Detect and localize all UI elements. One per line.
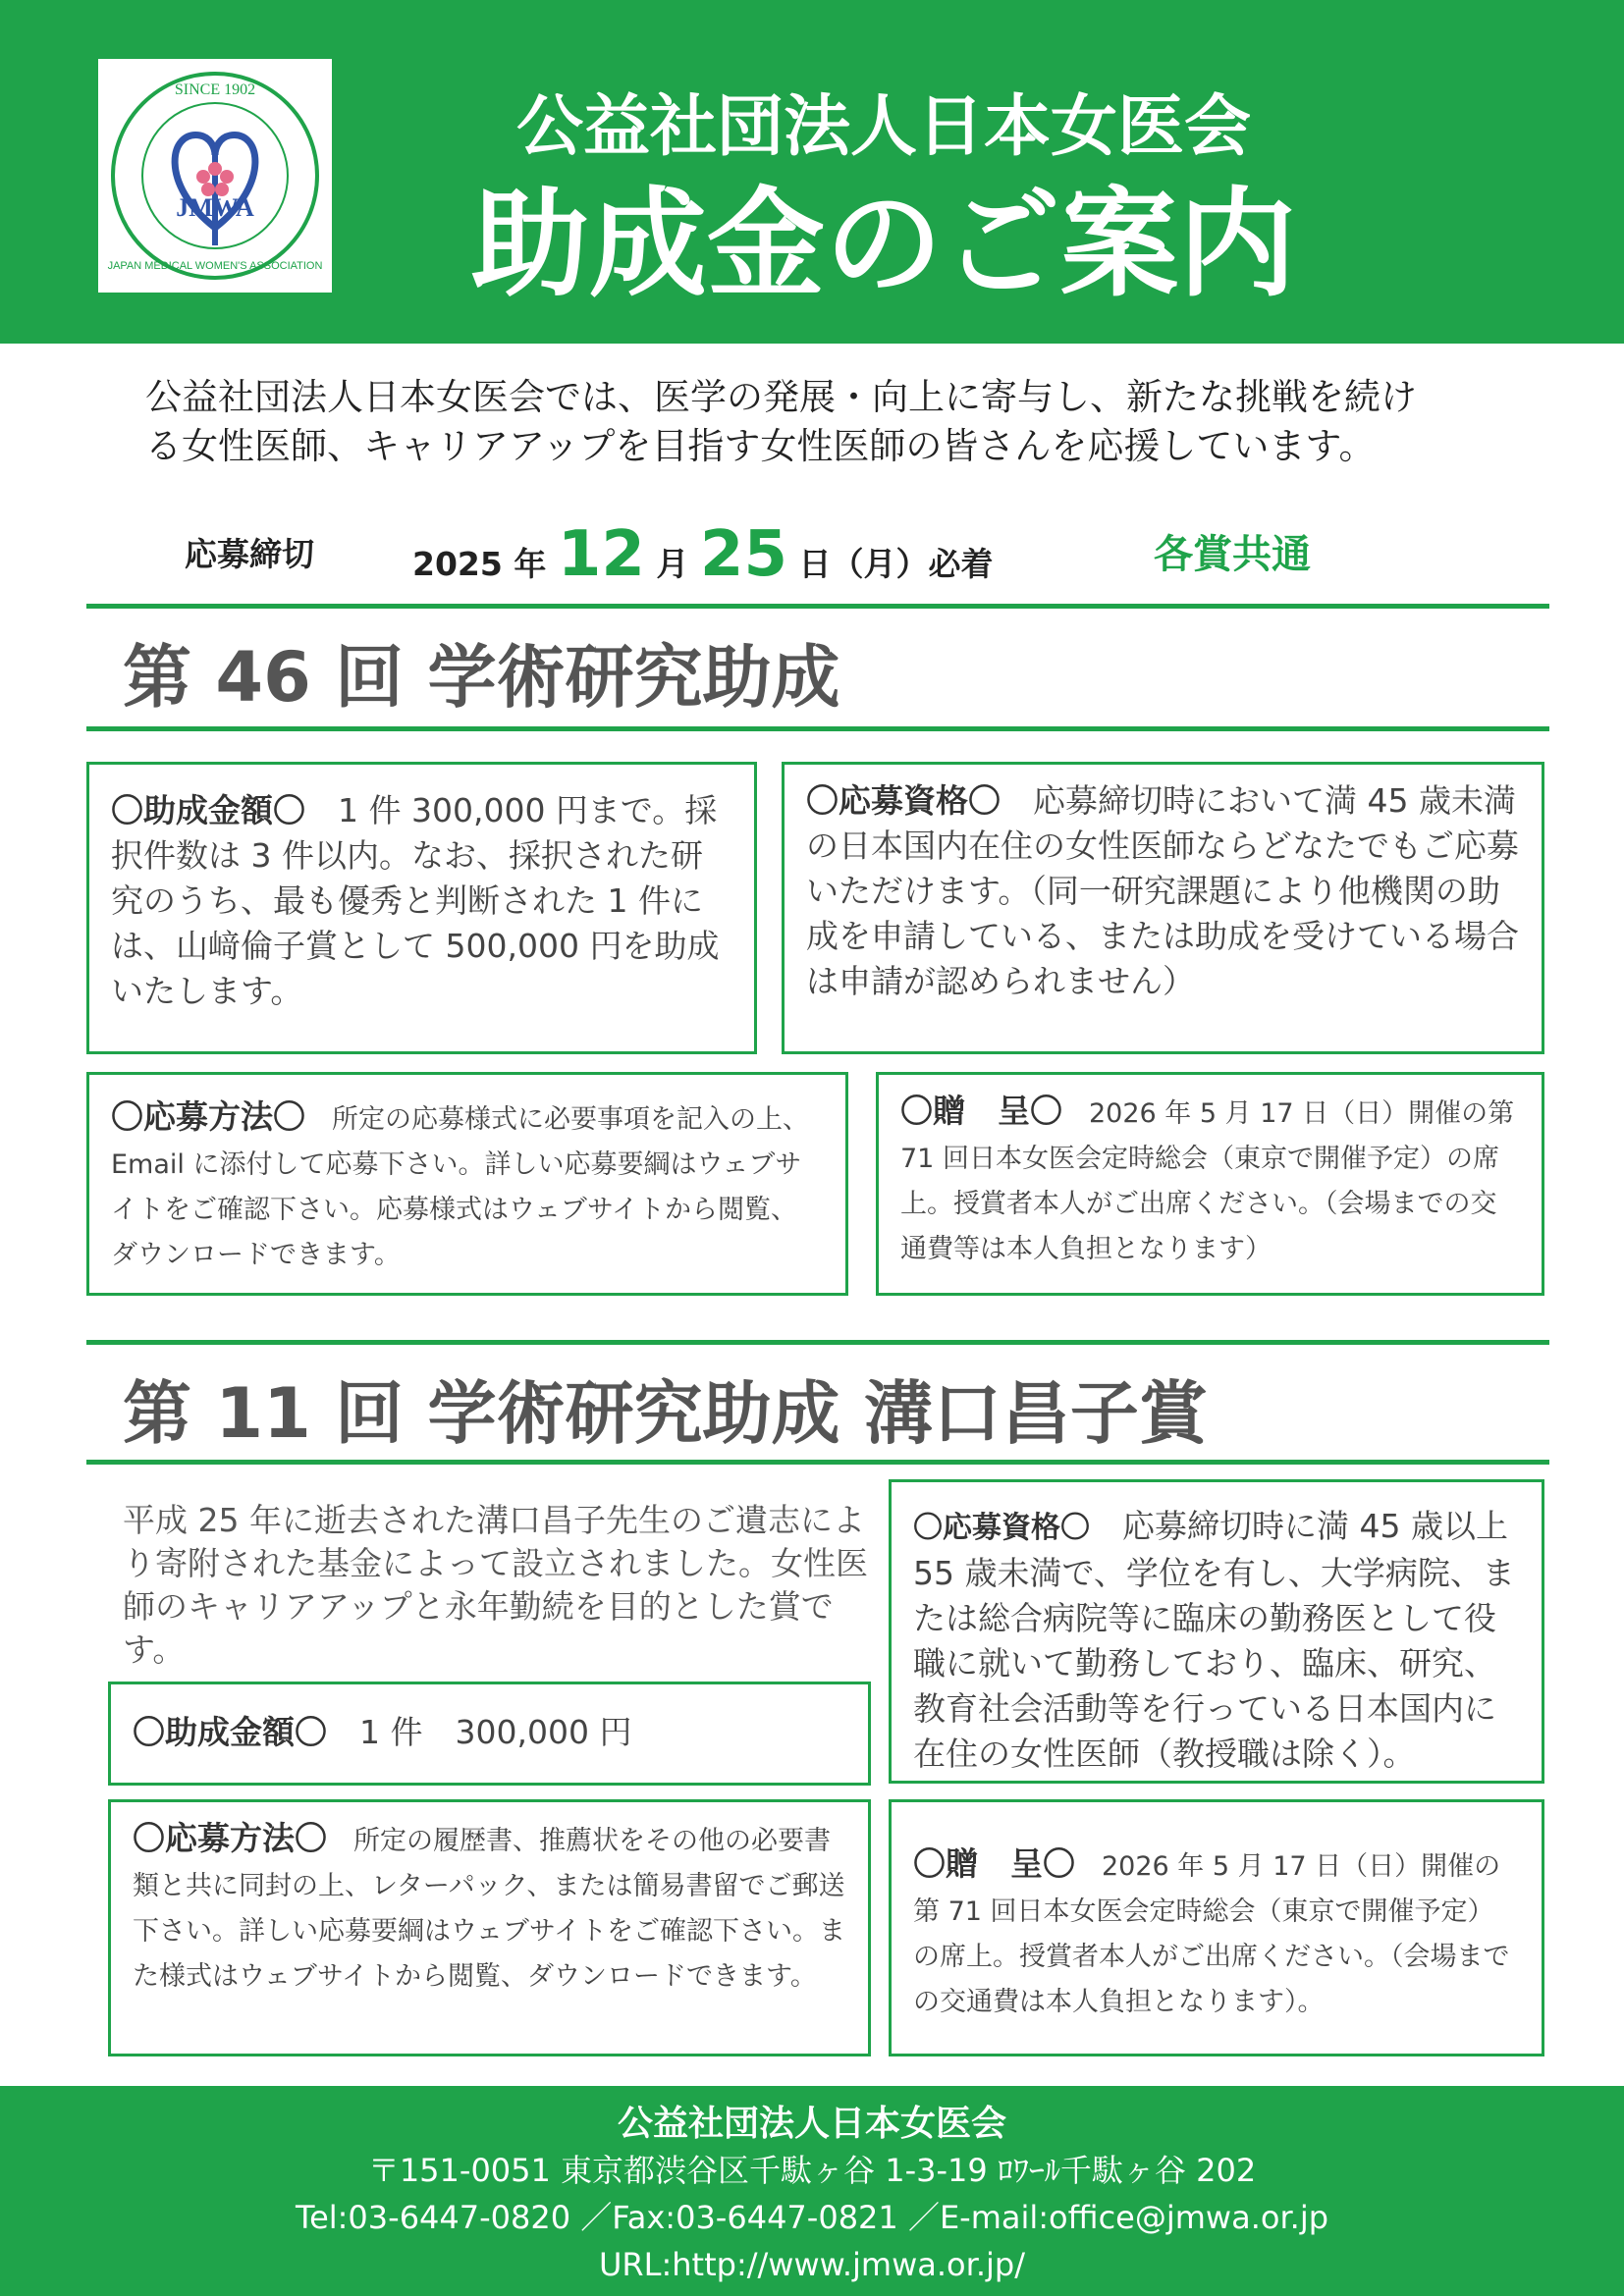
section1-award-box <box>876 1072 1544 1296</box>
section1-amount-text: 1 件 300,000 円まで。採択件数は 3 件以内。なお、採択された研究のうち、最も優秀と判断された 1 件には、山﨑倫子賞として 500,000 円を助成いたします。 <box>111 791 720 1010</box>
deadline-day-suffix: 日（月）必着 <box>798 545 994 583</box>
section2-title: 第 11 回 学術研究助成 溝口昌子賞 <box>123 1373 1208 1454</box>
section2-award-label: 〇贈 呈〇 <box>913 1844 1075 1883</box>
section2-eligibility-label: 〇応募資格〇 <box>913 1511 1090 1545</box>
intro-line-2: る女性医師、キャリアアップを目指す女性医師の皆さんを応援しています。 <box>145 425 1376 467</box>
section1-eligibility-label: 〇応募資格〇 <box>806 781 1001 820</box>
section1-method-box <box>86 1072 848 1296</box>
logo-emblem <box>98 59 332 293</box>
footer-url-link[interactable]: URL:http://www.jmwa.or.jp/ <box>598 2246 1025 2283</box>
section1-top-rule <box>86 604 1549 609</box>
section2-method-text: 所定の履歴書、推薦状をその他の必要書類と共に同封の上、レターパック、または簡易書留でご郵送下さい。詳しい応募要綱はウェブサイトをご確認下さい。また様式はウェブサイトから閲覧、ダウンロードできます。 <box>133 1826 846 1992</box>
footer <box>0 2086 1624 2296</box>
section1-method-label: 〇応募方法〇 <box>111 1097 305 1136</box>
logo-name-text: JAPAN MEDICAL WOMEN'S ASSOCIATION <box>107 260 323 272</box>
intro-line-1: 公益社団法人日本女医会では、医学の発展・向上に寄与し、新たな挑戦を続け <box>145 376 1417 418</box>
section2-amount-box <box>108 1682 871 1786</box>
section2-bottom-rule <box>86 1460 1549 1465</box>
section2-award-text: 2026 年 5 月 17 日（日）開催の第 71 回日本女医会定時総会（東京で開催予定）の席上。授賞者本人がご出席ください。（会場までの交通費は本人負担となります）。 <box>913 1851 1510 2017</box>
section1-award-label: 〇贈 呈〇 <box>900 1092 1062 1130</box>
footer-contact: Tel:03-6447-0820 ／Fax:03-6447-0821 ／E-mail:office@jmwa.or.jp <box>295 2199 1329 2236</box>
deadline-common-note: 各賞共通 <box>1154 532 1311 577</box>
deadline-day: 25 <box>699 518 787 591</box>
footer-org-name: 公益社団法人日本女医会 <box>617 2104 1006 2144</box>
header-org-name: 公益社団法人日本女医会 <box>515 88 1251 166</box>
section2-method-label: 〇応募方法〇 <box>133 1819 327 1857</box>
section1-title: 第 46 回 学術研究助成 <box>123 637 840 718</box>
section1-bottom-rule <box>86 726 1549 731</box>
deadline-date <box>412 518 994 594</box>
section2-award-box <box>889 1799 1544 2056</box>
deadline-label: 応募締切 <box>185 535 314 573</box>
logo-abbr-text: JMWA <box>176 193 254 222</box>
section2-top-rule <box>86 1340 1549 1345</box>
section2-eligibility-text: 応募締切時に満 45 歳以上 55 歳未満で、学位を有し、大学病院、または総合病院等に臨床の勤務医として役職に就いて勤務しており、臨床、研究、教育社会活動等を行っている日本国内に在住の女性医師（教授職は除く）。 <box>913 1507 1515 1773</box>
section1-method-text: 所定の応募様式に必要事項を記入の上、Email に添付して応募下さい。詳しい応募要綱はウェブサイトをご確認下さい。応募様式はウェブサイトから閲覧、ダウンロードできます。 <box>111 1104 809 1270</box>
section2-method-box <box>108 1799 871 2056</box>
section1-amount-label: 〇助成金額〇 <box>111 791 305 829</box>
logo-since-text: SINCE 1902 <box>174 81 256 98</box>
intro-text <box>145 373 1520 471</box>
section2-description: 平成 25 年に逝去された溝口昌子先生のご遺志により寄附された基金によって設立されました。女性医師のキャリアアップと永年勤続を目的とした賞です。 <box>123 1501 868 1669</box>
section2-amount-label: 〇助成金額〇 <box>133 1713 327 1751</box>
deadline-month-unit: 月 <box>656 545 689 583</box>
section2-amount-text: 1 件 300,000 円 <box>327 1713 632 1751</box>
section2-eligibility-box <box>889 1479 1544 1784</box>
section1-eligibility-text: 応募締切時において満 45 歳未満の日本国内在住の女性医師ならどなたでもご応募いただけます。（同一研究課題により他機関の助成を申請している、または助成を受けている場合は申請が認められません） <box>806 781 1519 1000</box>
deadline-year: 2025 <box>412 545 503 583</box>
section1-award-text: 2026 年 5 月 17 日（日）開催の第 71 回日本女医会定時総会（東京で開催予定）の席上。授賞者本人がご出席ください。（会場までの交通費等は本人負担となります） <box>900 1098 1515 1264</box>
section1-amount-box <box>86 762 757 1054</box>
footer-address: 〒151-0051 東京都渋谷区千駄ヶ谷 1-3-19 ﾛﾜｰﾙ千駄ヶ谷 202 <box>367 2152 1257 2189</box>
page-title: 助成金のご案内 <box>471 177 1296 313</box>
jmwa-logo <box>98 59 332 293</box>
deadline-year-unit: 年 <box>514 545 547 583</box>
deadline-month: 12 <box>557 518 645 591</box>
section1-eligibility-box <box>782 762 1544 1054</box>
